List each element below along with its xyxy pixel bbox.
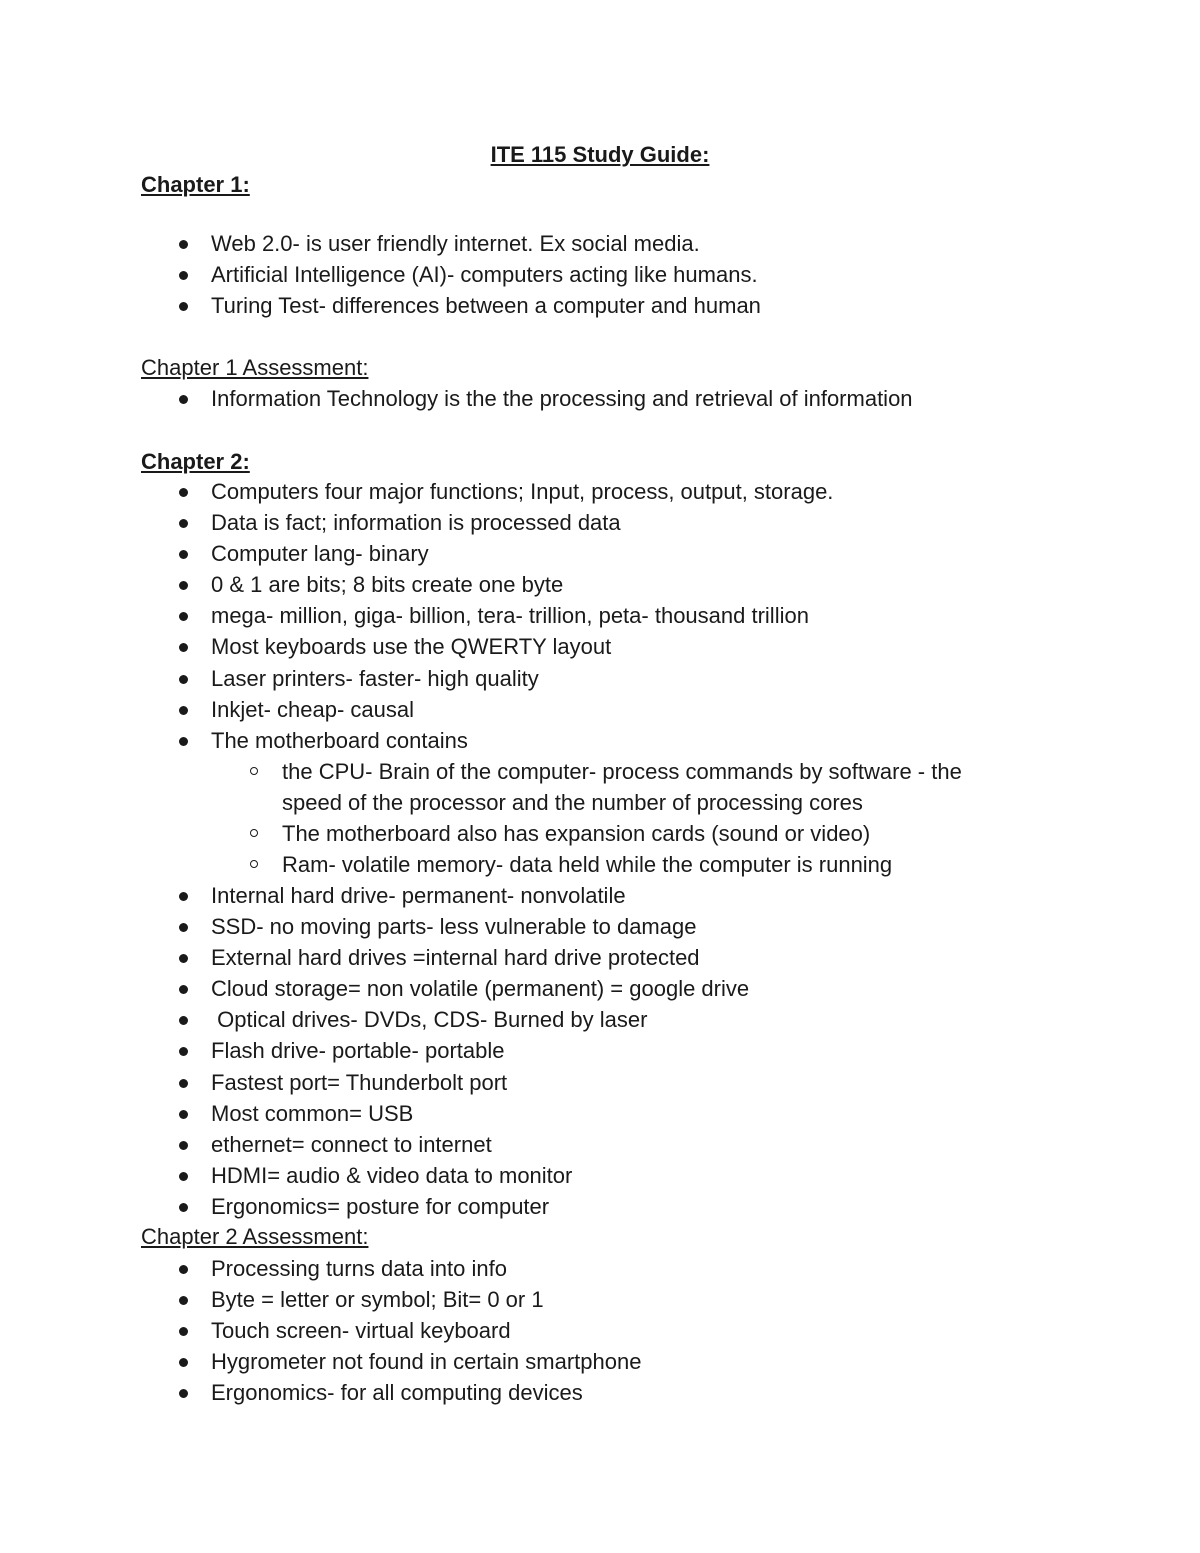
chapter2-list-b: [0, 880, 1200, 1222]
list-item: Ergonomics- for all computing devices: [0, 1377, 1200, 1408]
list-item: mega- million, giga- billion, tera- trillion, peta- thousand trillion: [0, 600, 1200, 631]
list-item: Computer lang- binary: [0, 538, 1200, 569]
list-item: Optical drives- DVDs, CDS- Burned by laser: [0, 1004, 1200, 1035]
list-item: Touch screen- virtual keyboard: [0, 1315, 1200, 1346]
bullet-icon: [179, 954, 188, 963]
list-item: HDMI= audio & video data to monitor: [0, 1160, 1200, 1191]
list-item: ethernet= connect to internet: [0, 1129, 1200, 1160]
bullet-icon: [179, 737, 188, 746]
bullet-icon: [179, 519, 188, 528]
list-item: Fastest port= Thunderbolt port: [0, 1067, 1200, 1098]
bullet-icon: [179, 1172, 188, 1181]
document-title: ITE 115 Study Guide:: [490, 142, 710, 167]
chapter1-list: [0, 228, 1200, 321]
bullet-icon: [179, 675, 188, 684]
list-item: Artificial Intelligence (AI)- computers acting like humans.: [0, 259, 1200, 290]
chapter2-list-a: [0, 476, 1200, 756]
chapter2-assessment-list: [0, 1253, 1200, 1408]
chapter1-heading: Chapter 1:: [141, 172, 250, 197]
list-item: Most keyboards use the QWERTY layout: [0, 631, 1200, 662]
bullet-icon: [179, 1389, 188, 1398]
list-item: Information Technology is the the processing and retrieval of information: [0, 383, 1200, 414]
list-item: Hygrometer not found in certain smartphone: [0, 1346, 1200, 1377]
list-item: Laser printers- faster- high quality: [0, 663, 1200, 694]
bullet-icon: [179, 1016, 188, 1025]
bullet-icon: [179, 488, 188, 497]
list-item: Web 2.0- is user friendly internet. Ex social media.: [0, 228, 1200, 259]
list-item: Internal hard drive- permanent- nonvolatile: [0, 880, 1200, 911]
chapter2-assessment-heading: Chapter 2 Assessment:: [141, 1224, 369, 1249]
chapter2-heading: Chapter 2:: [141, 449, 250, 474]
bullet-icon: [179, 1110, 188, 1119]
bullet-icon: [179, 271, 188, 280]
list-item: Processing turns data into info: [0, 1253, 1200, 1284]
list-item: Data is fact; information is processed data: [0, 507, 1200, 538]
bullet-icon: [179, 581, 188, 590]
list-item: External hard drives =internal hard drive protected: [0, 942, 1200, 973]
list-item: Ergonomics= posture for computer: [0, 1191, 1200, 1222]
list-item: Cloud storage= non volatile (permanent) = google drive: [0, 973, 1200, 1004]
chapter1-assessment-heading: Chapter 1 Assessment:: [141, 355, 369, 380]
bullet-icon: [179, 1079, 188, 1088]
list-item: Byte = letter or symbol; Bit= 0 or 1: [0, 1284, 1200, 1315]
list-item: The motherboard contains: [0, 725, 1200, 756]
list-item: SSD- no moving parts- less vulnerable to damage: [0, 911, 1200, 942]
bullet-icon: [179, 643, 188, 652]
bullet-icon: [179, 1265, 188, 1274]
bullet-icon: [179, 923, 188, 932]
bullet-icon: [179, 1203, 188, 1212]
list-item: Turing Test- differences between a computer and human: [0, 290, 1200, 321]
list-item: Inkjet- cheap- causal: [0, 694, 1200, 725]
bullet-icon: [179, 1327, 188, 1336]
list-item: 0 & 1 are bits; 8 bits create one byte: [0, 569, 1200, 600]
bullet-icon: [179, 395, 188, 404]
chapter1-assessment-list: [0, 383, 1200, 414]
motherboard-sublist: [0, 756, 1200, 880]
bullet-icon: [179, 240, 188, 249]
hollow-bullet-icon: [250, 767, 258, 775]
bullet-icon: [179, 892, 188, 901]
bullet-icon: [179, 302, 188, 311]
list-item: Most common= USB: [0, 1098, 1200, 1129]
list-item: Flash drive- portable- portable: [0, 1035, 1200, 1066]
list-item: Computers four major functions; Input, process, output, storage.: [0, 476, 1200, 507]
hollow-bullet-icon: [250, 829, 258, 837]
bullet-icon: [179, 706, 188, 715]
sub-list-item: The motherboard also has expansion cards (sound or video): [0, 818, 1022, 849]
hollow-bullet-icon: [250, 860, 258, 868]
bullet-icon: [179, 612, 188, 621]
bullet-icon: [179, 1047, 188, 1056]
bullet-icon: [179, 1296, 188, 1305]
bullet-icon: [179, 550, 188, 559]
bullet-icon: [179, 985, 188, 994]
sub-list-item: the CPU- Brain of the computer- process commands by software - the speed of the processor and the number of processing cores: [0, 756, 1022, 818]
sub-list-item: Ram- volatile memory- data held while the computer is running: [0, 849, 1022, 880]
bullet-icon: [179, 1358, 188, 1367]
bullet-icon: [179, 1141, 188, 1150]
